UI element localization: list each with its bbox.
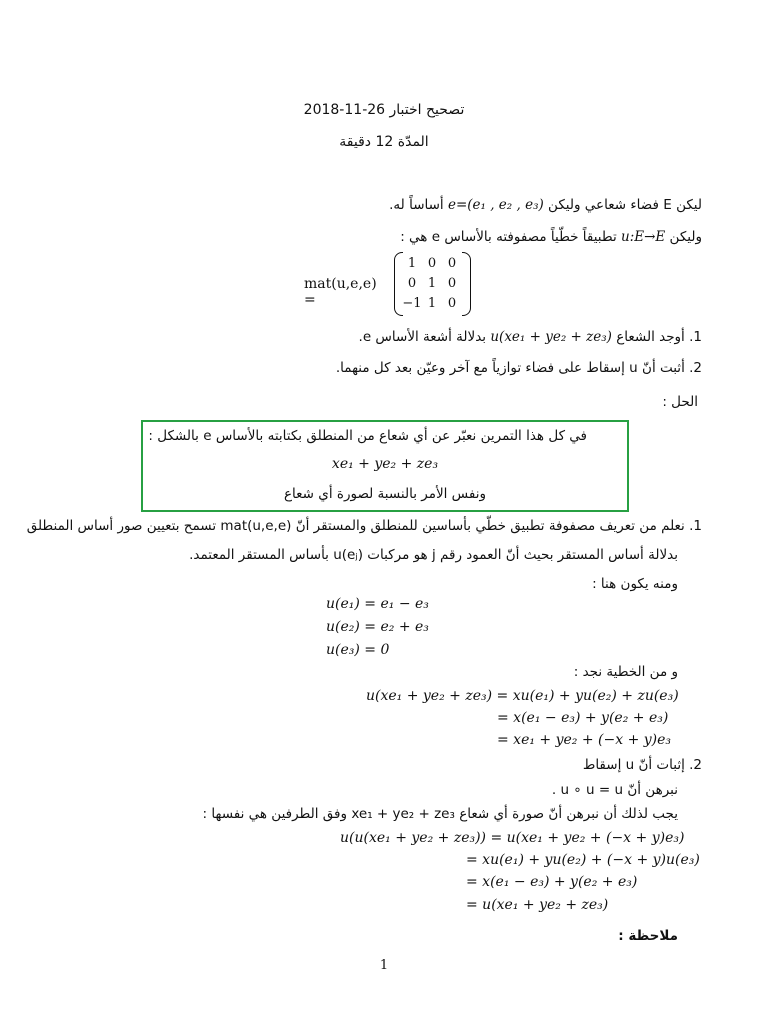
problem-line-1-text: ليكن E فضاء شعاعي وليكن	[543, 197, 702, 213]
page-number: 1	[379, 958, 389, 973]
linearity-label: و من الخطية نجد :	[573, 664, 678, 680]
problem-line-1	[389, 197, 702, 213]
question-1-math: u(xe₁ + ye₂ + ze₃)	[490, 329, 612, 345]
linearity-step-2: = x(e₁ − e₃) + y(e₂ + e₃)	[497, 710, 669, 726]
matrix-cell: 0	[407, 276, 417, 291]
highlight-box	[141, 420, 629, 512]
answer-2-line-2: نبرهن أنّ u ∘ u = u .	[551, 782, 678, 798]
matrix-cell: −1	[402, 296, 422, 311]
problem-line-1-end: أساساً له.	[389, 197, 448, 213]
answer-1-line-2: بدلالة أساس المستقر بحيث أنّ العمود رقم j هو مركبات u(eⱼ) بأساس المستقر المعتمد.	[189, 547, 678, 563]
answer-1-line-3: ومنه يكون هنا :	[592, 576, 678, 592]
matrix-cell: 1	[427, 296, 437, 311]
solution-label: الحل :	[662, 394, 698, 410]
matrix-label: mat(u,e,e) =	[304, 276, 377, 308]
image-e1: u(e₁) = e₁ − e₃	[326, 596, 429, 612]
exam-duration: المدّة 12 دقيقة	[339, 134, 429, 150]
image-e2: u(e₂) = e₂ + e₃	[326, 619, 429, 635]
problem-line-2	[400, 229, 702, 245]
composition-step-4: = u(xe₁ + ye₂ + ze₃)	[466, 897, 609, 913]
page-title: تصحيح اختبار 26-11-2018	[303, 102, 465, 118]
box-line-3: ونفس الأمر بالنسبة لصورة أي شعاع	[283, 486, 486, 502]
matrix-cell: 1	[407, 256, 417, 271]
problem-line-2-end: تطبيقاً خطّياً مصفوفته بالأساس e هي :	[400, 229, 621, 245]
composition-step-1: u(u(xe₁ + ye₂ + ze₃)) = u(xe₁ + ye₂ + (−x + y)e₃)	[340, 830, 685, 846]
answer-2-line-1: 2. إثبات أنّ u إسقاط	[582, 757, 702, 773]
basis-expression: e=(e₁ , e₂ , e₃)	[447, 197, 544, 213]
matrix-cell: 1	[427, 276, 437, 291]
matrix-cell: 0	[447, 296, 457, 311]
linearity-step-3: = xe₁ + ye₂ + (−x + y)e₃	[497, 732, 672, 748]
matrix-cell: 0	[447, 256, 457, 271]
answer-2-line-3: يجب لذلك أن نبرهن أنّ صورة أي شعاع xe₁ + ye₂ + ze₃ وفق الطرفين هي نفسها :	[202, 806, 678, 822]
matrix-right-bracket	[462, 252, 471, 316]
linearity-step-1: u(xe₁ + ye₂ + ze₃) = xu(e₁) + yu(e₂) + zu(e₃)	[366, 688, 679, 704]
matrix-cell: 0	[427, 256, 437, 271]
problem-line-2-start: وليكن	[665, 229, 702, 245]
box-math: xe₁ + ye₂ + ze₃	[331, 456, 439, 472]
composition-step-3: = x(e₁ − e₃) + y(e₂ + e₃)	[466, 874, 638, 890]
question-1-end: بدلالة أشعة الأساس e.	[358, 329, 491, 345]
map-expression: u:E→E	[621, 229, 666, 245]
image-e3: u(e₃) = 0	[326, 642, 390, 658]
question-1-start: 1. أوجد الشعاع	[611, 329, 702, 345]
box-line-1: في كل هذا التمرين نعبّر عن أي شعاع من المنطلق بكتابته بالأساس e بالشكل :	[148, 428, 587, 444]
composition-step-2: = xu(e₁) + yu(e₂) + (−x + y)u(e₃)	[466, 852, 700, 868]
answer-1-line-1: 1. نعلم من تعريف مصفوفة تطبيق خطّي بأساسين للمنطلق والمستقر أنّ mat(u,e,e) تسمح بتعيين صور أساس المنطلق	[26, 518, 702, 534]
matrix-cell: 0	[447, 276, 457, 291]
question-2: 2. أثبت أنّ u إسقاط على فضاء توازياً مع آخر وعيّن بعد كل منهما.	[335, 360, 702, 376]
question-1	[359, 329, 702, 345]
note-label: ملاحظة :	[618, 928, 678, 944]
